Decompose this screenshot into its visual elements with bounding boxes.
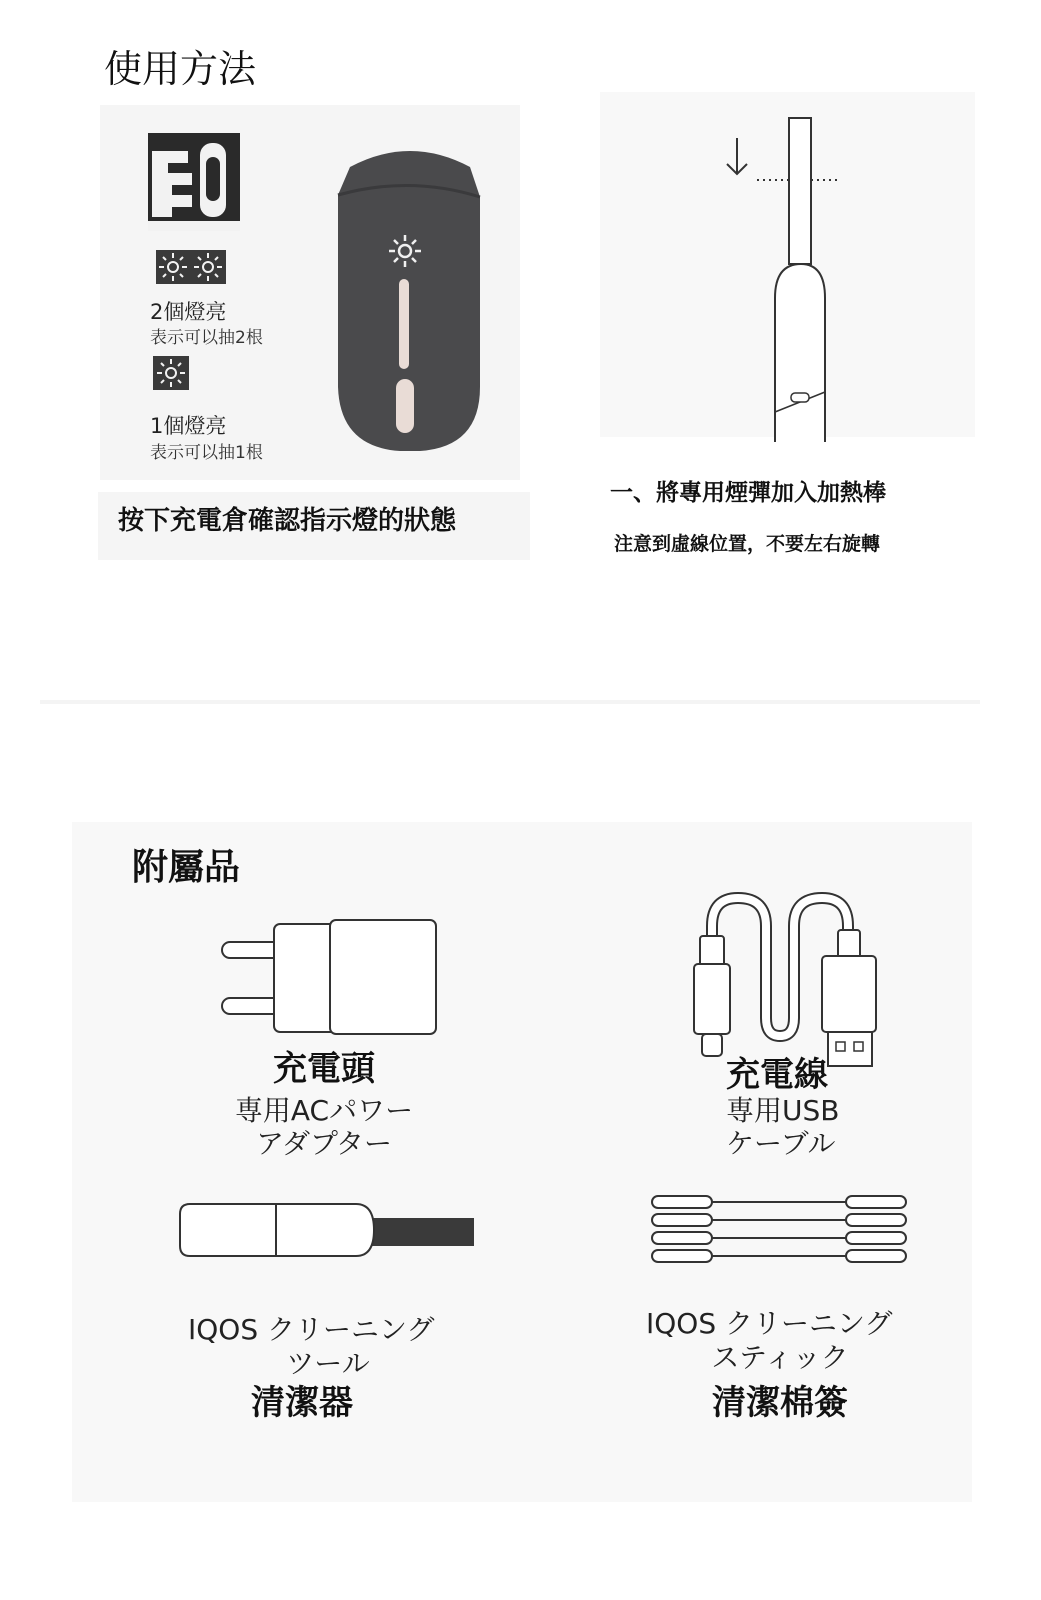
indicator-caption: 按下充電倉確認指示燈的狀態 <box>118 506 457 536</box>
charger-line2: アダプター <box>255 1127 393 1160</box>
cleaning-tool-icon <box>176 1200 478 1260</box>
charging-case-icon <box>330 147 490 453</box>
cable-line2: ケーブル <box>726 1127 836 1160</box>
stick-name: 清潔棉簽 <box>712 1383 848 1423</box>
cable-line1: 専用USB <box>726 1094 840 1127</box>
ac-adapter-icon <box>218 918 440 1036</box>
section-divider <box>40 700 980 704</box>
one-light-icon <box>153 356 189 390</box>
hand-press-icon <box>148 133 240 231</box>
cleaning-stick-icon <box>648 1192 910 1268</box>
stick-line1: IQOS クリーニング <box>646 1307 893 1340</box>
charger-name: 充電頭 <box>273 1049 375 1089</box>
stick-line2: スティック <box>711 1341 849 1374</box>
step1-title: 一、將專用煙彈加入加熱棒 <box>610 480 886 506</box>
tool-line2: ツール <box>286 1347 370 1380</box>
heatstick-insert-icon <box>715 112 850 442</box>
charger-line1: 専用ACパワー <box>234 1094 414 1127</box>
tool-line1: IQOS クリーニング <box>188 1313 435 1346</box>
one-lit-desc: 表示可以抽1根 <box>150 443 263 463</box>
two-lit-desc: 表示可以抽2根 <box>150 328 263 348</box>
accessories-title: 附屬品 <box>132 847 241 888</box>
tool-name: 清潔器 <box>251 1383 353 1423</box>
one-lit-label: 1個燈亮 <box>150 414 227 438</box>
usage-title: 使用方法 <box>104 47 257 91</box>
two-lights-icon <box>156 250 226 284</box>
two-lit-label: 2個燈亮 <box>150 300 227 324</box>
usb-cable-icon <box>688 892 883 1072</box>
cable-name: 充電線 <box>726 1055 828 1095</box>
step1-note: 注意到虛線位置，不要左右旋轉 <box>614 533 881 555</box>
